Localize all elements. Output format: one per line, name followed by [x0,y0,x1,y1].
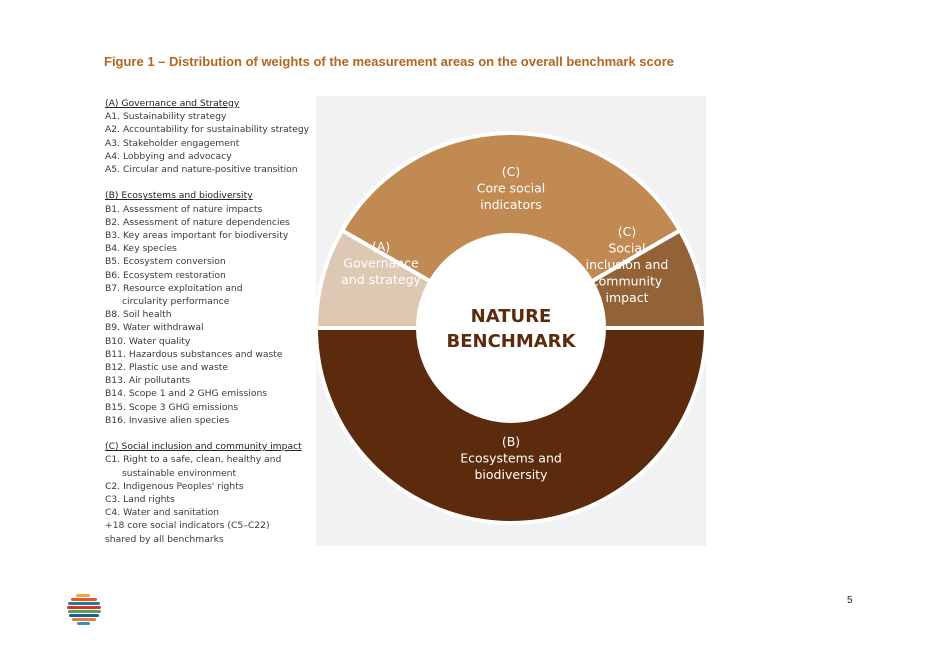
center-title-line2: BENCHMARK [446,331,576,352]
legend-item: A1. Sustainability strategy [105,111,227,123]
legend-item: B8. Soil health [105,309,172,321]
legend-item: B3. Key areas important for biodiversity [105,230,289,242]
legend-group-ecosystems [105,189,330,427]
center-title-line1: NATURE [470,306,552,327]
diagram-panel [316,96,706,546]
legend-item: shared by all benchmarks [105,533,224,545]
legend-item-continuation: circularity performance [122,296,230,308]
legend-item: B7. Resource exploitation and [105,282,243,294]
legend-heading: (B) Ecosystems and biodiversity [105,190,253,202]
legend-item: C3. Land rights [105,494,175,506]
legend-item: B2. Assessment of nature dependencies [105,216,290,228]
legend-item: B15. Scope 3 GHG emissions [105,401,239,413]
segment-label-core: (C) Core social indicators [476,164,546,212]
legend-item: A2. Accountability for sustainability strategy [105,124,310,136]
legend-item: B9. Water withdrawal [105,322,204,334]
segment-label-social: (C) Social inclusion and community impact [585,224,669,305]
legend-item: B11. Hazardous substances and waste [105,348,283,360]
legend-item: A4. Lobbying and advocacy [105,150,232,162]
legend-group-governance [105,97,330,176]
legend-heading: (A) Governance and Strategy [105,98,240,109]
legend-group-social [105,440,330,546]
legend-item: B16. Invasive alien species [105,414,230,426]
legend-item: B5. Ecosystem conversion [105,256,226,268]
figure-title: Figure 1 – Distribution of weights of the measurement areas on the overall benchmark score [104,54,674,69]
organization-logo [66,592,106,630]
legend-item: B10. Water quality [105,335,191,347]
legend-item: C2. Indigenous Peoples' rights [105,480,244,492]
legend-item: A3. Stakeholder engagement [105,137,240,149]
segment-label-ecosystems: (B) Ecosystems and biodiversity [460,434,562,482]
benchmark-donut-diagram [316,96,706,546]
page-number: 5 [847,595,853,606]
donut-center [419,236,603,420]
segment-label-governance: (A) Governance and strategy [341,239,421,287]
legend-item: B13. Air pollutants [105,375,191,387]
legend-item: B14. Scope 1 and 2 GHG emissions [105,388,268,400]
legend-item: A5. Circular and nature-positive transition [105,164,298,176]
legend-item: B4. Key species [105,243,177,255]
legend-item: B12. Plastic use and waste [105,362,229,374]
legend [105,97,330,546]
legend-item-continuation: sustainable environment [122,467,237,479]
legend-item: +18 core social indicators (C5–C22) [105,520,270,532]
legend-heading: (C) Social inclusion and community impact [105,441,302,453]
legend-item: B1. Assessment of nature impacts [105,203,263,215]
legend-item: B6. Ecosystem restoration [105,269,226,281]
legend-item: C4. Water and sanitation [105,507,220,519]
legend-item: C1. Right to a safe, clean, healthy and [105,454,282,466]
